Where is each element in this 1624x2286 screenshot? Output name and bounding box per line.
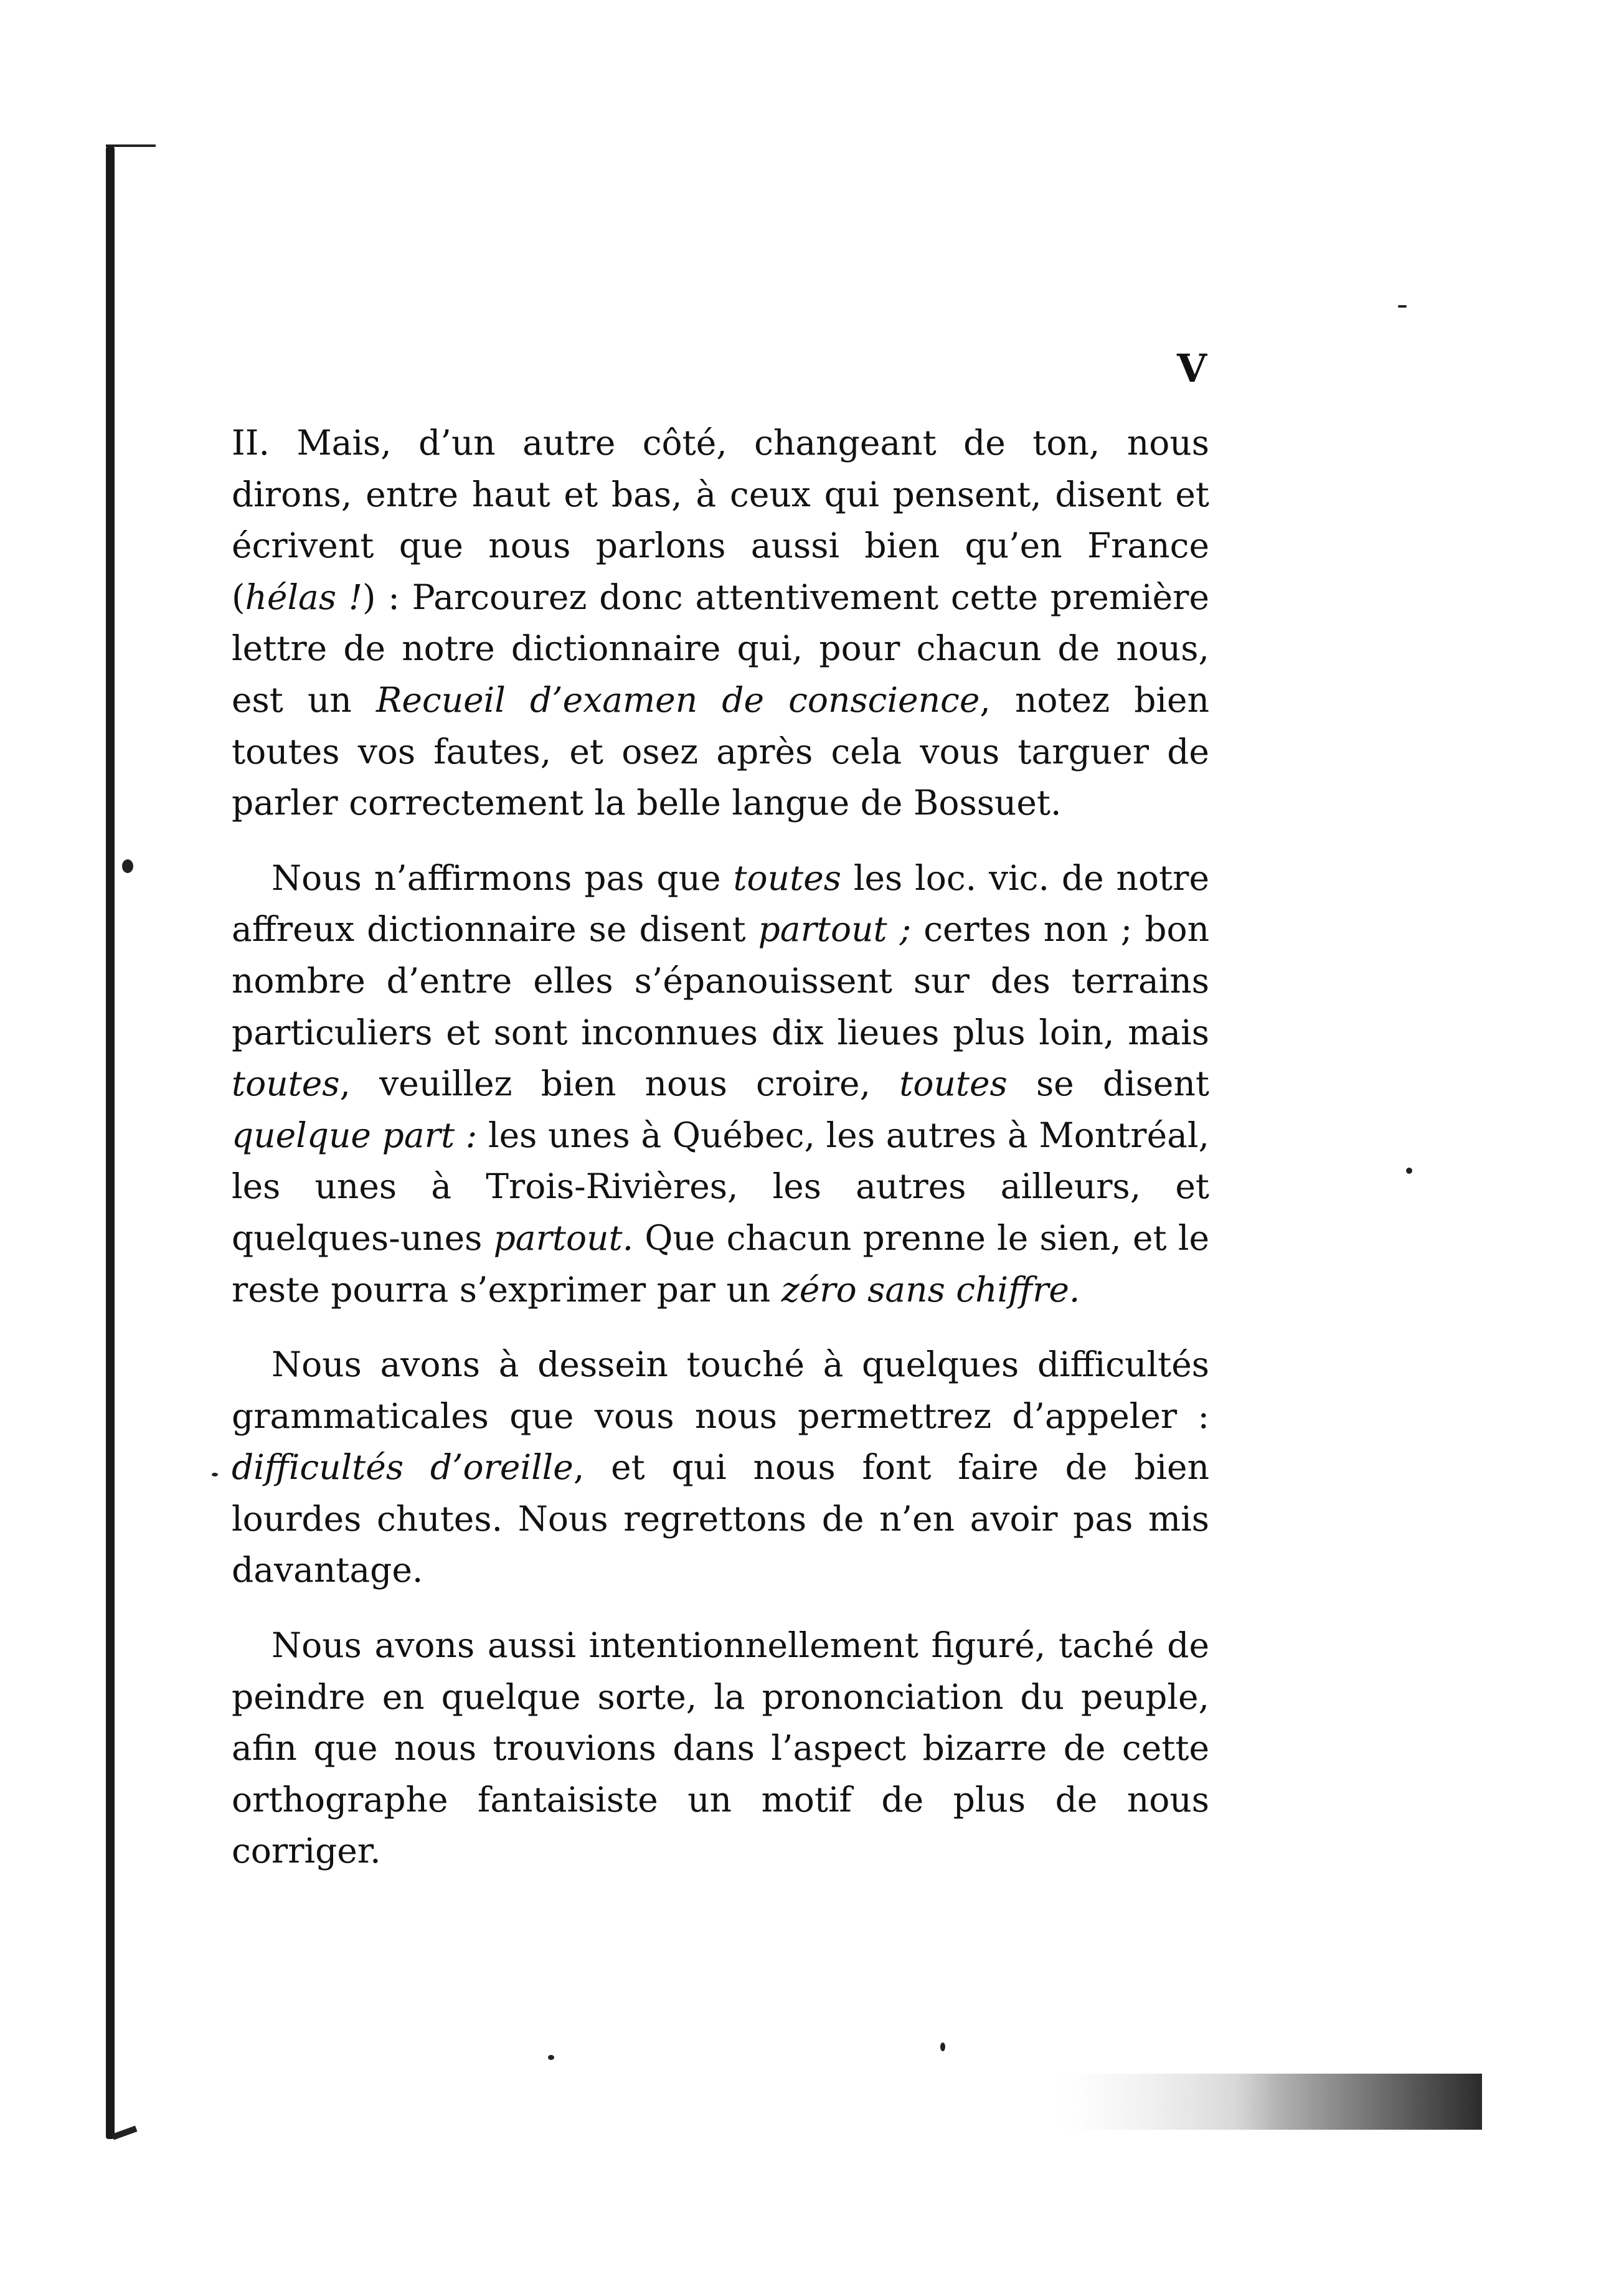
text-run: les loc. vic. de notre affreux dictionnaire se disent (232, 857, 1209, 950)
binding-edge (106, 146, 115, 2139)
text-run: Nous avons à dessein touché à quelques difficultés grammaticales que vous nous permettrez d’appeler : (232, 1344, 1209, 1436)
scan-noise-corner (934, 2074, 1482, 2130)
scan-speck (1398, 305, 1407, 308)
italic-run: difficultés d’oreille (232, 1447, 574, 1488)
italic-run: partout ; (758, 909, 912, 950)
text-run: se disent (1007, 1064, 1209, 1104)
text-run: ) : Parcourez donc attentivement cette première lettre de notre dictionnaire qui, pour chacun de nous, est un (232, 577, 1209, 720)
paragraph-4 (232, 1620, 1209, 1877)
scan-speck (548, 2055, 554, 2060)
scan-speck (940, 2043, 945, 2051)
italic-run: toutes (899, 1064, 1008, 1104)
body-text (232, 417, 1209, 1877)
italic-run: zéro sans chiffre. (781, 1269, 1080, 1310)
scan-speck (122, 859, 133, 873)
text-run: , et qui nous font faire de bien lourdes chutes. Nous regrettons de n’en avoir pas mis davantage. (232, 1447, 1209, 1590)
text-run: Nous avons aussi intentionnellement figuré, taché de peindre en quelque sorte, la prononciation du peuple, afin que nous trouvions dans l’aspect bizarre de cette orthographe fantaisiste un motif de plus de nous corriger. (232, 1625, 1209, 1871)
italic-run: partout. (493, 1217, 634, 1258)
text-run: les unes à Québec, les autres à Montréal, les unes à Trois-Rivières, les autres ailleurs, et quelques-unes (232, 1115, 1209, 1258)
italic-run: toutes (733, 857, 841, 898)
text-run: certes non ; bon nombre d’entre elles s’épanouissent sur des terrains particuliers et sont inconnues dix lieues plus loin, mais (232, 909, 1210, 1052)
paragraph-2 (232, 853, 1209, 1315)
paragraph-1 (232, 417, 1209, 829)
paragraph-3 (232, 1339, 1209, 1596)
binding-edge-foot (111, 2125, 137, 2140)
page-folio: V (1177, 346, 1208, 391)
text-run: , veuillez bien nous croire, (339, 1064, 900, 1104)
text-run: II. Mais, d’un autre côté, changeant de ton, nous dirons, entre haut et bas, à ceux qui pensent, disent et écrivent que nous parlons aussi bien qu’en France ( (232, 423, 1209, 617)
text-run: Nous n’affirmons pas que (271, 857, 734, 898)
text-run: Que chacun prenne le sien, et le reste pourra s’exprimer par un (232, 1217, 1209, 1310)
italic-run: quelque part : (232, 1115, 478, 1155)
scan-speck (1406, 1168, 1412, 1174)
italic-run: toutes (232, 1064, 340, 1104)
italic-run: hélas ! (245, 577, 362, 617)
italic-run: Recueil d’examen de conscience (375, 679, 980, 720)
scan-speck (212, 1473, 218, 1476)
text-run: , notez bien toutes vos fautes, et osez après cela vous targuer de parler correctement la belle langue de Bossuet. (232, 679, 1209, 823)
